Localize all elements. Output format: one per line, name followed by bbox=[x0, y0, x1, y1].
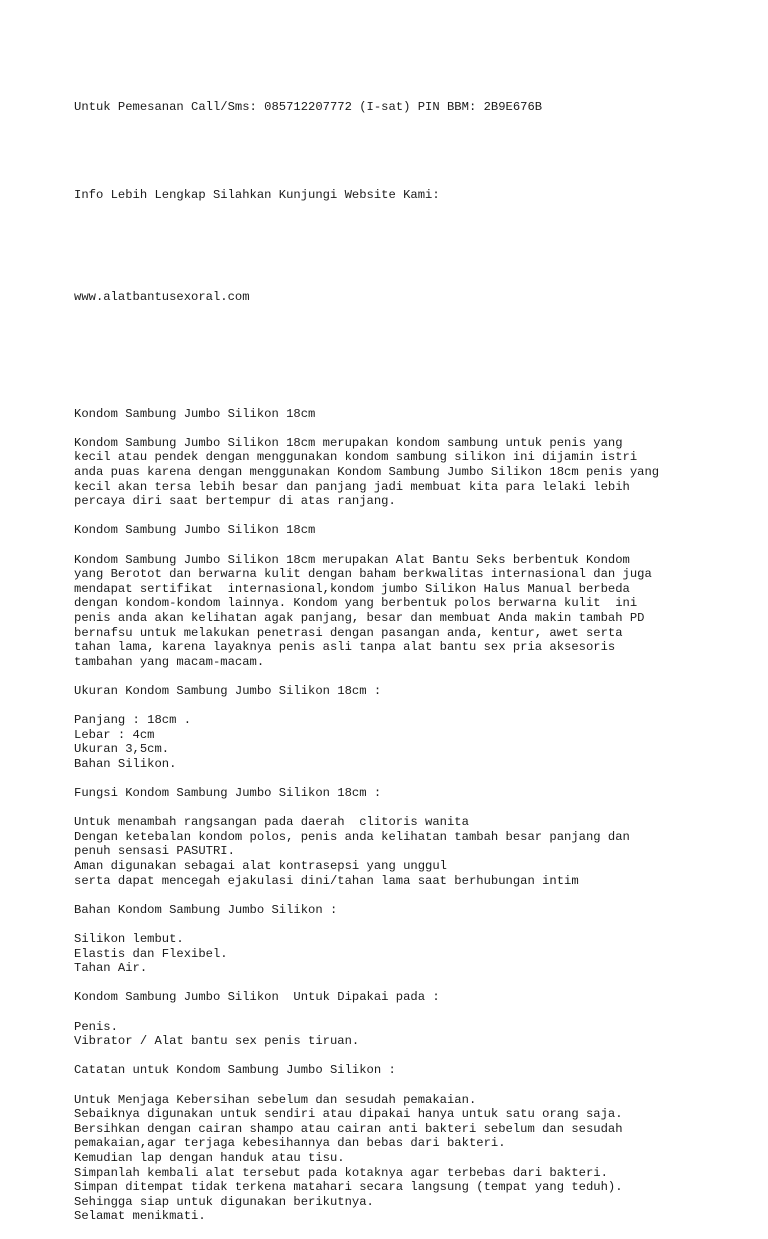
body-line: Kondom Sambung Jumbo Silikon 18cm merupakan kondom sambung untuk penis yang bbox=[74, 435, 623, 450]
spacer bbox=[74, 1049, 734, 1064]
section-title: Ukuran Kondom Sambung Jumbo Silikon 18cm : bbox=[74, 683, 382, 698]
body-line: percaya diri saat bertempur di atas ranjang. bbox=[74, 494, 396, 509]
body-line: Bersihkan dengan cairan shampo atau cairan anti bakteri sebelum dan sesudah bbox=[74, 1121, 623, 1136]
body-line: Untuk Menjaga Kebersihan sebelum dan sesudah pemakaian. bbox=[74, 1092, 477, 1107]
spacer bbox=[74, 144, 734, 159]
body-line: Silikon lembut. bbox=[74, 932, 184, 947]
body-line: Penis. bbox=[74, 1019, 118, 1034]
contact-line: Untuk Pemesanan Call/Sms: 085712207772 (I-sat) PIN BBM: 2B9E676B bbox=[74, 100, 543, 115]
body-line: kecil akan tersa lebih besar dan panjang jadi membuat kita para lelaki lebih bbox=[74, 479, 630, 494]
section-title: Catatan untuk Kondom Sambung Jumbo Silikon : bbox=[74, 1063, 396, 1078]
body-line: Untuk menambah rangsangan pada daerah clitoris wanita bbox=[74, 815, 469, 830]
section bbox=[74, 684, 734, 786]
body-line: Tahan Air. bbox=[74, 961, 148, 976]
body-line: tahan lama, karena layaknya penis asli tanpa alat bantu sex pria aksesoris bbox=[74, 640, 616, 655]
info-line: Info Lebih Lengkap Silahkan Kunjungi Website Kami: bbox=[74, 187, 440, 202]
body-line: Kondom Sambung Jumbo Silikon 18cm merupakan Alat Bantu Seks berbentuk Kondom bbox=[74, 552, 630, 567]
body-line: Kemudian lap dengan handuk atau tisu. bbox=[74, 1150, 345, 1165]
website-link[interactable]: www.alatbantusexoral.com bbox=[74, 289, 250, 304]
body-line: Panjang : 18cm . bbox=[74, 713, 192, 728]
body-line: Sehingga siap untuk digunakan berikutnya. bbox=[74, 1194, 374, 1209]
body-line: penis anda akan kelihatan agak panjang, besar dan membuat Anda makin tambah PD bbox=[74, 610, 645, 625]
document-body bbox=[74, 407, 734, 1224]
spacer bbox=[74, 669, 734, 684]
body-line: Elastis dan Flexibel. bbox=[74, 946, 228, 961]
section bbox=[74, 903, 734, 991]
body-line: Lebar : 4cm bbox=[74, 727, 155, 742]
body-line: Aman digunakan sebagai alat kontrasepsi yang unggul bbox=[74, 859, 447, 874]
section-title: Kondom Sambung Jumbo Silikon 18cm bbox=[74, 406, 316, 421]
section bbox=[74, 990, 734, 1063]
body-line: Vibrator / Alat bantu sex penis tiruan. bbox=[74, 1034, 360, 1049]
section bbox=[74, 407, 734, 524]
body-line: mendapat sertifikat internasional,kondom jumbo Silikon Halus Manual berbeda bbox=[74, 581, 630, 596]
body-line: Simpan ditempat tidak terkena matahari secara langsung (tempat yang teduh). bbox=[74, 1180, 623, 1195]
document-page bbox=[74, 71, 734, 1239]
body-line: kecil atau pendek dengan menggunakan kondom sambung silikon ini dijamin istri bbox=[74, 450, 638, 465]
body-line: dengan kondom-kondom lainnya. Kondom yang berbentuk polos berwarna kulit ini bbox=[74, 596, 638, 611]
spacer bbox=[74, 232, 734, 261]
spacer bbox=[74, 1005, 734, 1020]
body-line: bernafsu untuk melakukan penetrasi dengan pasangan anda, kentur, awet serta bbox=[74, 625, 623, 640]
section-title: Fungsi Kondom Sambung Jumbo Silikon 18cm : bbox=[74, 786, 382, 801]
body-line: serta dapat mencegah ejakulasi dini/tahan lama saat berhubungan intim bbox=[74, 873, 579, 888]
section bbox=[74, 786, 734, 903]
body-line: Ukuran 3,5cm. bbox=[74, 742, 170, 757]
body-line: pemakaian,agar terjaga kebesihannya dan bebas dari bakteri. bbox=[74, 1136, 506, 1151]
section bbox=[74, 523, 734, 684]
spacer bbox=[74, 509, 734, 524]
spacer bbox=[74, 1078, 734, 1093]
body-line: Selamat menikmati. bbox=[74, 1209, 206, 1224]
body-line: tambahan yang macam-macam. bbox=[74, 654, 265, 669]
spacer bbox=[74, 772, 734, 787]
body-line: anda puas karena dengan menggunakan Kondom Sambung Jumbo Silikon 18cm penis yang bbox=[74, 465, 660, 480]
body-line: penuh sensasi PASUTRI. bbox=[74, 844, 235, 859]
body-line: Simpanlah kembali alat tersebut pada kotaknya agar terbebas dari bakteri. bbox=[74, 1165, 608, 1180]
section bbox=[74, 1063, 734, 1224]
body-line: Dengan ketebalan kondom polos, penis anda kelihatan tambah besar panjang dan bbox=[74, 829, 630, 844]
body-line: Bahan Silikon. bbox=[74, 756, 177, 771]
spacer bbox=[74, 538, 734, 553]
spacer bbox=[74, 801, 734, 816]
section-title: Bahan Kondom Sambung Jumbo Silikon : bbox=[74, 902, 338, 917]
section-title: Kondom Sambung Jumbo Silikon 18cm bbox=[74, 523, 316, 538]
spacer bbox=[74, 334, 734, 363]
spacer bbox=[74, 917, 734, 932]
spacer bbox=[74, 421, 734, 436]
spacer bbox=[74, 888, 734, 903]
spacer bbox=[74, 976, 734, 991]
body-line: yang Berotot dan berwarna kulit dengan baham berkwalitas internasional dan juga bbox=[74, 567, 652, 582]
body-line: Sebaiknya digunakan untuk sendiri atau dipakai hanya untuk satu orang saja. bbox=[74, 1107, 623, 1122]
section-title: Kondom Sambung Jumbo Silikon Untuk Dipakai pada : bbox=[74, 990, 440, 1005]
spacer bbox=[74, 699, 734, 714]
